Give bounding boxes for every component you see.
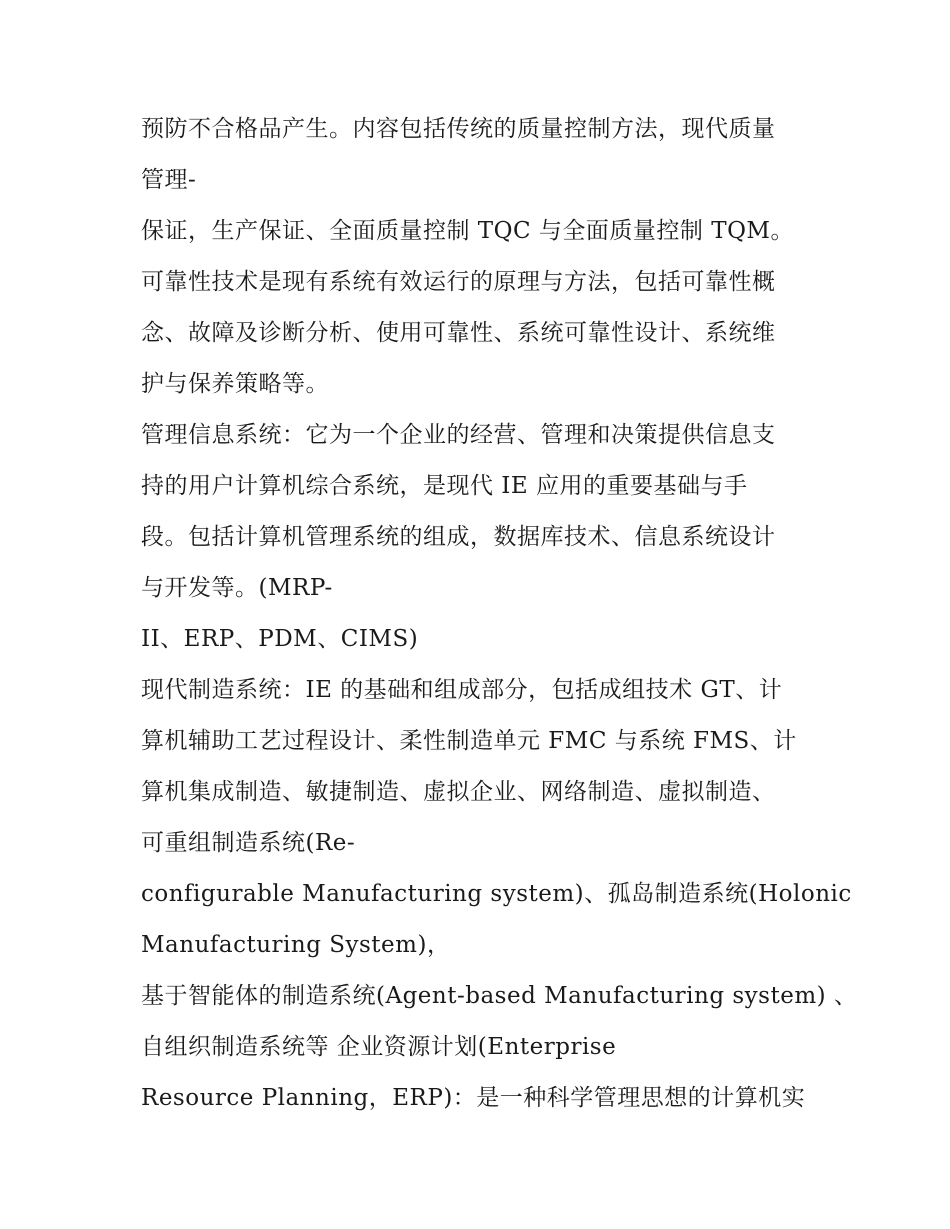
text-line: 现代制造系统：IE 的基础和组成部分，包括成组技术 GT、计 <box>141 677 783 703</box>
text-line: 管理- <box>141 167 197 193</box>
text-line: 可重组制造系统(Re- <box>141 830 356 856</box>
text-line: Resource Planning，ERP)：是一种科学管理思想的计算机实 <box>141 1085 806 1111</box>
text-line: 算机辅助工艺过程设计、柔性制造单元 FMC 与系统 FMS、计 <box>141 728 797 754</box>
text-line: 护与保养策略等。 <box>141 371 329 397</box>
body-text <box>141 104 858 1124</box>
text-line: 预防不合格品产生。内容包括传统的质量控制方法，现代质量 <box>141 116 776 142</box>
text-line: 自组织制造系统等 企业资源计划(Enterprise <box>141 1034 617 1060</box>
text-line: 算机集成制造、敏捷制造、虚拟企业、网络制造、虚拟制造、 <box>141 779 776 805</box>
text-line: 基于智能体的制造系统(Agent-based Manufacturing system) 、 <box>141 983 858 1009</box>
text-line: 管理信息系统：它为一个企业的经营、管理和决策提供信息支 <box>141 422 776 448</box>
text-line: 与开发等。(MRP- <box>141 575 333 601</box>
text-line: II、ERP、PDM、CIMS) <box>141 626 419 652</box>
text-line: 保证，生产保证、全面质量控制 TQC 与全面质量控制 TQM。 <box>141 218 794 244</box>
text-line: 可靠性技术是现有系统有效运行的原理与方法，包括可靠性概 <box>141 269 776 295</box>
text-line: 持的用户计算机综合系统，是现代 IE 应用的重要基础与手 <box>141 473 748 499</box>
text-line: 段。包括计算机管理系统的组成，数据库技术、信息系统设计 <box>141 524 776 550</box>
text-line: configurable Manufacturing system)、孤岛制造系统(Holonic <box>141 881 852 907</box>
text-line: 念、故障及诊断分析、使用可靠性、系统可靠性设计、系统维 <box>141 320 776 346</box>
text-line: Manufacturing System)， <box>141 932 451 958</box>
